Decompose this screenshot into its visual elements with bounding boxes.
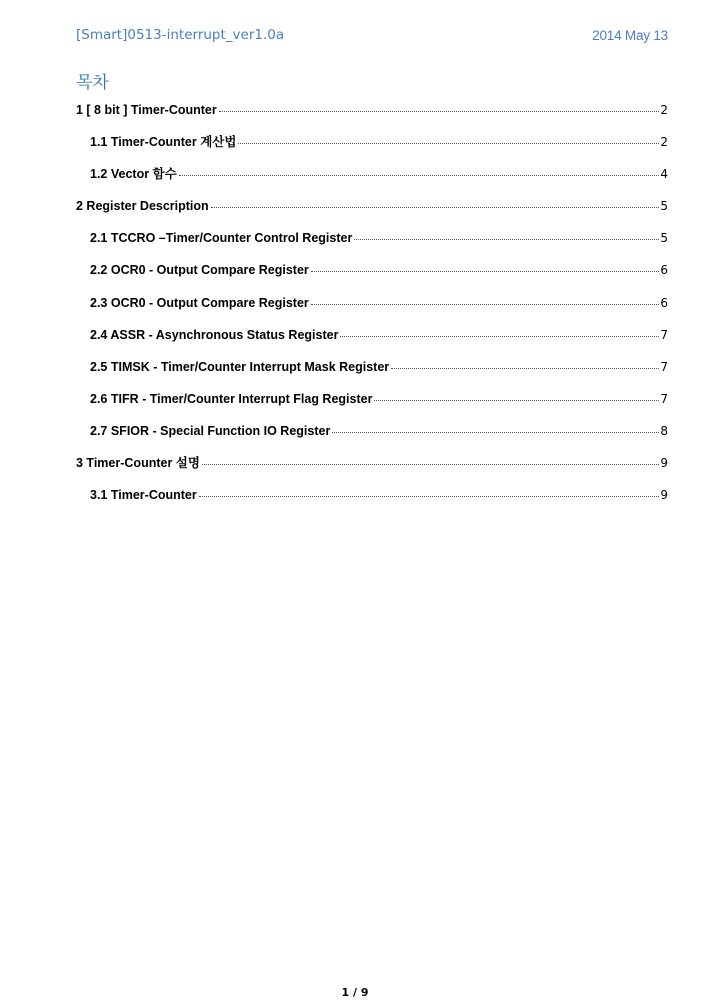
toc-entry[interactable] <box>76 453 668 485</box>
table-of-contents <box>76 100 668 517</box>
toc-entry-page-number: 7 <box>660 327 668 342</box>
page-header <box>76 24 668 46</box>
toc-entry-title: 2.2 OCR0 - Output Compare Register <box>90 263 309 278</box>
toc-entry-page-number: 4 <box>660 167 668 182</box>
toc-entry[interactable] <box>76 100 668 132</box>
toc-entry-page-number: 8 <box>660 423 668 438</box>
toc-entry-title: 1 [ 8 bit ] Timer-Counter <box>76 103 217 117</box>
toc-entry[interactable] <box>76 357 668 389</box>
toc-entry-page-number: 2 <box>660 135 668 150</box>
dot-leader <box>374 400 659 401</box>
dot-leader <box>238 143 659 144</box>
toc-entry-page-number: 2 <box>660 103 668 117</box>
toc-entry-page-number: 9 <box>660 456 668 471</box>
toc-heading: 목차 <box>76 73 109 93</box>
document-name: [Smart]0513-interrupt_ver1.0a <box>76 27 285 43</box>
toc-entry[interactable] <box>76 260 668 292</box>
toc-entry-title: 2.3 OCR0 - Output Compare Register <box>90 295 309 310</box>
toc-entry-page-number: 9 <box>660 488 668 503</box>
toc-entry[interactable] <box>76 228 668 260</box>
toc-entry[interactable] <box>76 421 668 453</box>
toc-entry[interactable] <box>76 164 668 196</box>
page-number: 1 / 9 <box>341 986 369 999</box>
dot-leader <box>211 207 660 208</box>
toc-entry-page-number: 5 <box>660 231 668 246</box>
document-date: 2014 May 13 <box>592 27 668 43</box>
toc-entry[interactable] <box>76 196 668 228</box>
toc-entry-title: 3 Timer-Counter 설명 <box>76 456 200 471</box>
dot-leader <box>202 464 659 465</box>
dot-leader <box>332 432 659 433</box>
dot-leader <box>219 111 660 112</box>
toc-entry[interactable] <box>76 293 668 325</box>
dot-leader <box>199 496 660 497</box>
toc-entry-title: 1.1 Timer-Counter 계산법 <box>90 135 237 150</box>
toc-entry-page-number: 7 <box>660 359 668 374</box>
toc-entry[interactable] <box>76 325 668 357</box>
toc-entry-title: 2.5 TIMSK - Timer/Counter Interrupt Mask Register <box>90 359 390 374</box>
toc-entry-page-number: 6 <box>660 295 668 310</box>
dot-leader <box>311 304 660 305</box>
toc-entry[interactable] <box>76 389 668 421</box>
dot-leader <box>311 271 660 272</box>
toc-entry-title: 2.4 ASSR - Asynchronous Status Register <box>90 327 339 342</box>
toc-entry-title: 3.1 Timer-Counter <box>90 488 197 503</box>
dot-leader <box>354 239 659 240</box>
toc-entry-title: 2.7 SFIOR - Special Function IO Register <box>90 423 331 438</box>
toc-entry[interactable] <box>76 132 668 164</box>
dot-leader <box>340 336 659 337</box>
toc-entry-title: 2 Register Description <box>76 199 209 214</box>
toc-entry-title: 1.2 Vector 함수 <box>90 167 177 182</box>
toc-entry-title: 2.6 TIFR - Timer/Counter Interrupt Flag Register <box>90 391 373 406</box>
toc-entry-title: 2.1 TCCRO –Timer/Counter Control Register <box>90 231 353 246</box>
toc-entry-page-number: 5 <box>660 199 668 214</box>
toc-entry-page-number: 6 <box>660 263 668 278</box>
dot-leader <box>391 368 659 369</box>
toc-entry[interactable] <box>76 485 668 517</box>
toc-entry-page-number: 7 <box>660 391 668 406</box>
dot-leader <box>179 175 660 176</box>
